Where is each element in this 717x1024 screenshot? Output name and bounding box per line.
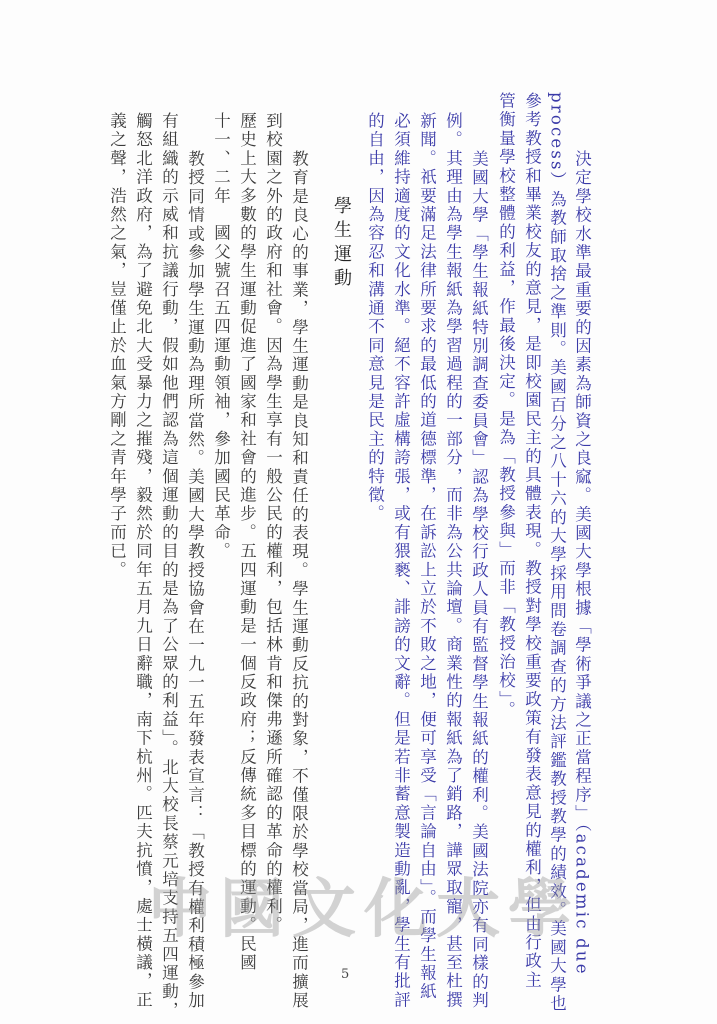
paragraph-line: 參考教授和畢業校友的意見，是即校園民主的具體表現。教授對學校重要政策有發表意見的權利，但由行政主 (522, 92, 542, 990)
paragraph-line: 有組織的示威和抗議行動，假如他們認為這個運動的目的是為了公眾的利益」。北大校長蔡元培支持五四運動， (159, 112, 179, 1021)
paragraph-line: 美國大學「學生報紙特別調查委員會」認為學校行政人員有監督學生報紙的權利。美國法院亦有同樣的判 (469, 150, 489, 1011)
paragraph-line: 到校園之外的政府和社會。因為學生享有一般公民的權利，包括林肯和傑弗遜所確認的革命的權利。 (263, 112, 283, 935)
paragraph-line: process）為教師取捨之準則。美國百分之八十六的大學採用問卷調查的方法評鑑教授教學的績效。美國大學也 (547, 92, 567, 1014)
paragraph-line: 管衡量學校整體的利益，作最後決定。是為「教授參與」而非「教授治校」。 (496, 92, 516, 720)
page-number: 5 (341, 967, 350, 982)
paragraph-line: 決定學校水準最重要的因素為師資之良窳。美國大學根據「學術爭議之正當程序」（academic due (572, 150, 592, 976)
paragraph-line: 新聞。祇要滿足法律所要求的最低的道德標準，在訴訟上立於不敗之地，便可享受「言論自由」。而學生報紙 (417, 112, 437, 1002)
paragraph-line: 例。其理由為學生報紙為學習過程的一部分，而非為公共論壇。商業性的報紙為了銷路，譁眾取寵，甚至杜撰 (443, 112, 463, 1010)
paragraph-line: 義之聲，浩然之氣，豈僅止於血氣方剛之青年學子而已。 (107, 112, 127, 580)
paragraph-line: 十一、二年 國父號召五四運動領袖，參加國民革命。 (211, 112, 231, 561)
paragraph-line: 教育是良心的事業，學生運動是良知和責任的表現。學生運動反抗的對象，不僅限於學校當局，進而擴展 (289, 150, 309, 1011)
paragraph-line: 歷史上大多數的學生運動促進了國家和社會的進步。五四運動是一個反政府；反傳統多目標的運動。民國 (237, 112, 257, 973)
paragraph-line: 必須維持適度的文化水準。絕不容許虛構誇張，或有猥褻、誹謗的文辭。但是若非蓄意製造動亂，學生有批評 (391, 112, 411, 1010)
paragraph-line: 觸怒北洋政府，為了避免北大受暴力之摧殘，毅然於同年五月九日辭職，南下杭州。匹夫抗憤，處士橫議，正 (133, 112, 153, 1010)
paragraph-line: 教授同情或參加學生運動為理所當然。美國大學教授協會在一九一五年發表宣言：「教授有權利積極參加 (185, 150, 205, 1011)
paragraph-line: 的自由，因為容忍和溝通不同意見是民主的特徵。 (365, 112, 385, 524)
watermark-logo: 中國文化大學 (148, 872, 580, 947)
section-heading: 學生運動 (331, 196, 352, 292)
